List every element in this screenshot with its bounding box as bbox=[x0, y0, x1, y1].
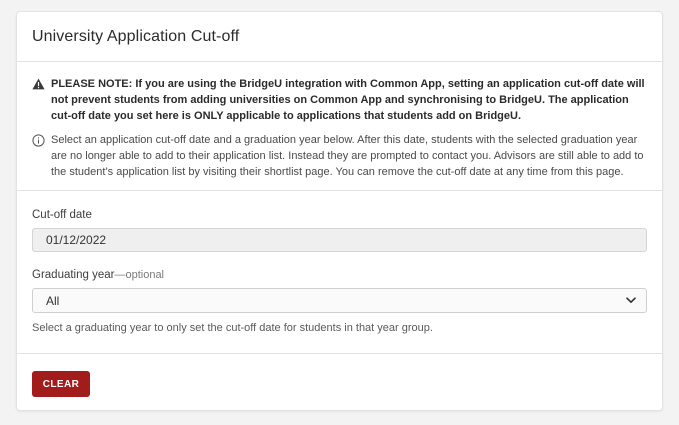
info-note bbox=[32, 132, 647, 180]
warning-note bbox=[32, 76, 647, 124]
warning-text: PLEASE NOTE: If you are using the BridgeU integration with Common App, setting an application cut-off date will not prevent students from adding universities on Common App and synchronising to BridgeU. The application cut-off date you set here is ONLY applicable to applications that students add on BridgeU. bbox=[51, 78, 645, 122]
info-circle-icon bbox=[32, 134, 46, 147]
cutoff-card bbox=[16, 11, 663, 411]
graduating-year-label-text: Graduating year bbox=[32, 269, 115, 281]
optional-tag: —optional bbox=[114, 269, 165, 281]
graduating-year-selected: All bbox=[46, 293, 60, 308]
chevron-down-icon bbox=[626, 297, 636, 304]
cutoff-date-label: Cut-off date bbox=[32, 209, 92, 221]
graduating-year-select[interactable] bbox=[32, 288, 647, 313]
cutoff-date-input[interactable] bbox=[32, 228, 647, 252]
cutoff-date-value: 01/12/2022 bbox=[46, 233, 107, 247]
form-section bbox=[17, 191, 662, 354]
graduating-year-help: Select a graduating year to only set the cut-off date for students in that year group. bbox=[32, 322, 433, 334]
clear-button[interactable]: CLEAR bbox=[32, 371, 90, 397]
card-title: University Application Cut-off bbox=[32, 27, 240, 45]
graduating-year-label bbox=[32, 268, 647, 282]
warning-triangle-icon bbox=[32, 78, 46, 90]
card-header bbox=[17, 12, 662, 62]
info-text: Select an application cut-off date and a graduation year below. After this date, students with the selected graduation year are no longer able to add to their application list. Instead they are prompted to contact you. Advisors are still able to add to the student’s application list by visiting their shortlist page. You can remove the cut-off date at any time from this page. bbox=[51, 134, 644, 178]
notice-section bbox=[17, 62, 662, 191]
card-footer bbox=[17, 354, 662, 397]
